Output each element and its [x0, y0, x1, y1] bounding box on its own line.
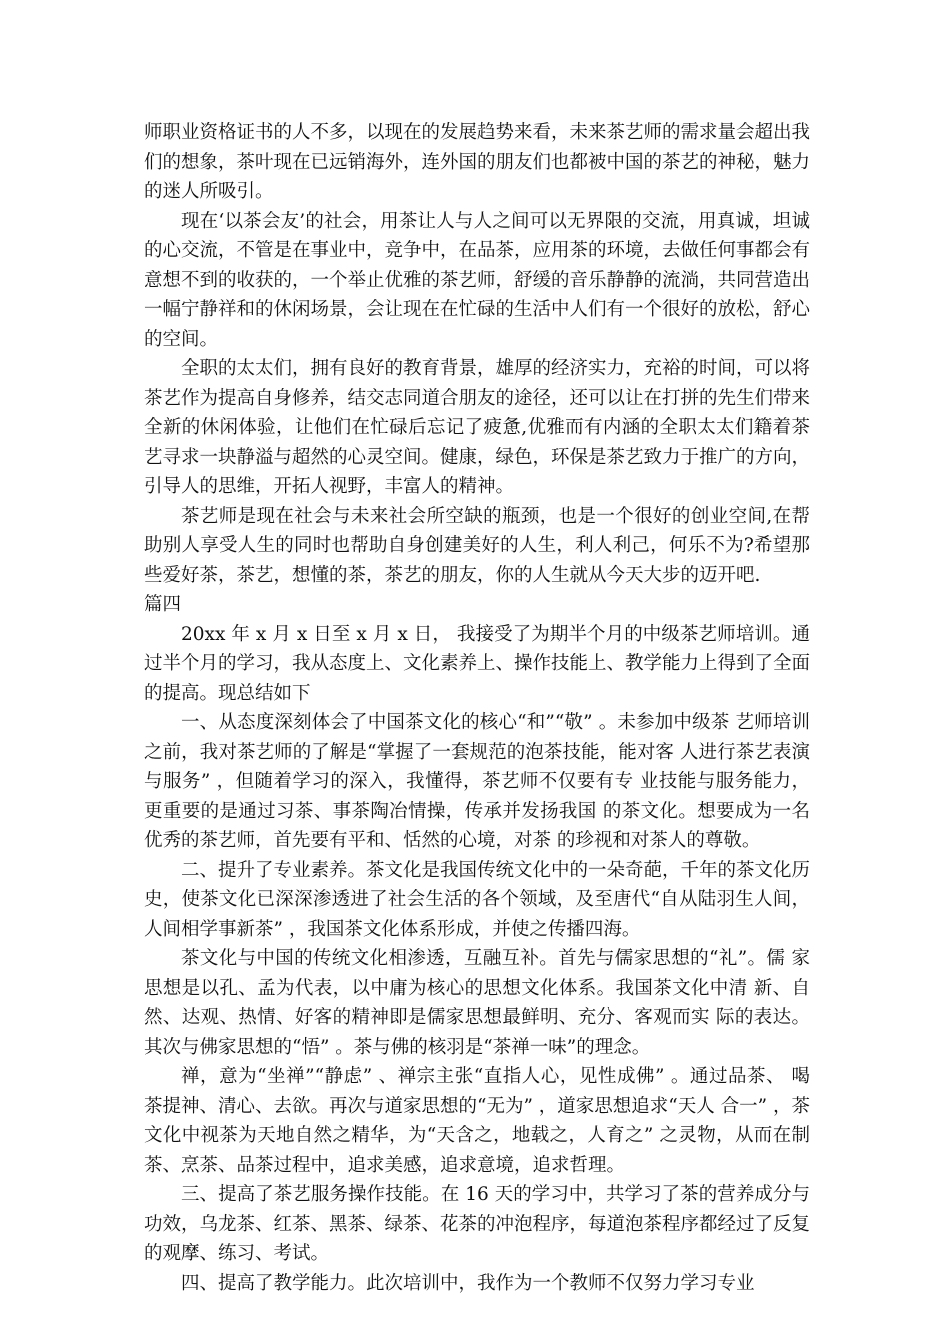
document-page: [144, 118, 810, 1298]
paragraph-7: 二、提升了专业素养。茶文化是我国传统文化中的一朵奇葩，千年的茶文化历史，使茶文化已深深渗透进了社会生活的各个领域，及至唐代“自从陆羽生人间，人间相学事新茶” ，我国茶文化体系形成，并使之传播四海。: [144, 859, 811, 940]
paragraph-9: 禅，意为“坐禅”“静虑” 、禅宗主张“直指人心，见性成佛” 。通过品茶、 喝茶提神、清心、去欲。再次与道家思想的“无为” ，道家思想追求“天人 合一” ，茶文化中视茶为天地自然之精华，为“天含之，地载之，人育之” 之灵物，从而在制茶、烹茶、品茶过程中，追求美感，追求意境，追求哲理。: [144, 1066, 810, 1176]
paragraph-4: 茶艺师是现在社会与未来社会所空缺的瓶颈，也是一个很好的创业空间,在帮助别人享受人生的同时也帮助自身创建美好的人生，利人利己，何乐不为?希望那些爱好茶，茶艺，想懂的茶，茶艺的朋友，你的人生就从今天大步的迈开吧.: [144, 505, 810, 586]
paragraph-11: 四、提高了教学能力。此次培训中，我作为一个教师不仅努力学习专业: [181, 1272, 755, 1294]
paragraph-2: 现在‘以茶会友’的社会，用茶让人与人之间可以无界限的交流，用真诚，坦诚的心交流，不管是在事业中，竞争中，在品茶，应用茶的环境，去做任何事都会有意想不到的收获的，一个举止优雅的茶艺师，舒缓的音乐静静的流淌，共同营造出一幅宁静祥和的休闲场景，会让现在在忙碌的生活中人们有一个很好的放松，舒心的空间。: [144, 210, 811, 350]
paragraph-5: 20xx 年 x 月 x 日至 x 月 x 日， 我接受了为期半个月的中级茶艺师培训。通过半个月的学习，我从态度上、文化素养上、操作技能上、教学能力上得到了全面的提高。现总结如下: [144, 623, 811, 704]
paragraph-10: 三、提高了茶艺服务操作技能。在 16 天的学习中，共学习了茶的营养成分与功效，乌龙茶、红茶、黑茶、绿茶、花茶的冲泡程序，每道泡茶程序都经过了反复的观摩、练习、考试。: [144, 1184, 811, 1264]
paragraph-6: 一、从态度深刻体会了中国茶文化的核心“和”“敬” 。未参加中级茶 艺师培训之前，我对茶艺师的了解是“掌握了一套规范的泡茶技能，能对客 人进行茶艺表演与服务” ，但随着学习的深入，我懂得，茶艺师不仅要有专 业技能与服务能力，更重要的是通过习茶、事茶陶冶情操，传承并发扬我国 的茶文化。想要成为一名优秀的茶艺师，首先要有平和、恬然的心境，对茶 的珍视和对茶人的尊敬。: [144, 712, 810, 851]
paragraph-8: 茶文化与中国的传统文化相渗透，互融互补。首先与儒家思想的“礼”。儒 家思想是以孔、孟为代表，以中庸为核心的思想文化体系。我国茶文化中清 新、自然、达观、热情、好客的精神即是儒家思想最鲜明、充分、客观而实 际的表达。其次与佛家思想的“悟” 。茶与佛的核羽是“茶禅一味”的理念。: [144, 948, 810, 1058]
paragraph-1: 师职业资格证书的人不多，以现在的发展趋势来看，未来茶艺师的需求量会超出我们的想象，茶叶现在已远销海外，连外国的朋友们也都被中国的茶艺的神秘，魅力的迷人所吸引。: [144, 122, 811, 202]
section-heading: 篇四: [144, 594, 182, 615]
paragraph-3: 全职的太太们，拥有良好的教育背景，雄厚的经济实力，充裕的时间，可以将茶艺作为提高自身修养，结交志同道合朋友的途径，还可以让在打拼的先生们带来全新的休闲体验，让他们在忙碌后忘记了疲惫,优雅而有内涵的全职太太们籍着茶艺寻求一块静溢与超然的心灵空间。健康，绿色，环保是茶艺致力于推广的方向，引导人的思维，开拓人视野，丰富人的精神。: [144, 358, 811, 497]
